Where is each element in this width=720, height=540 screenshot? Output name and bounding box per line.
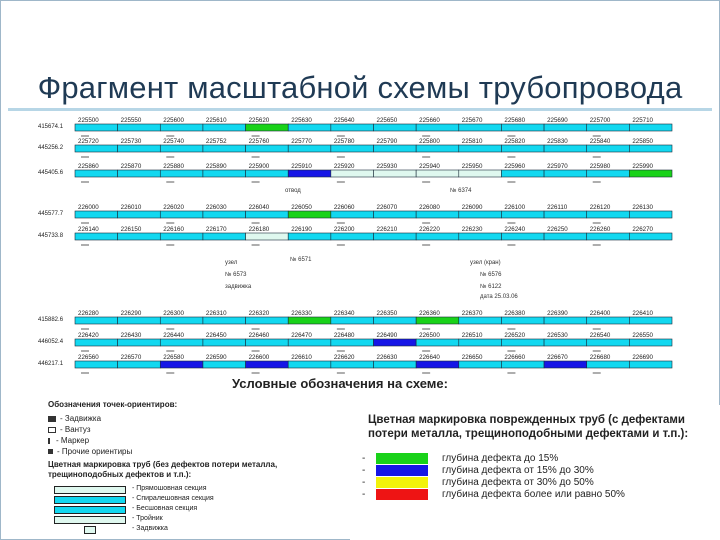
segment-distance-label: 226570 — [120, 354, 142, 361]
pipe-segment — [118, 339, 161, 346]
pipe-segment — [75, 124, 118, 131]
pipe-segment — [246, 361, 289, 368]
damage-row-0: - глубина дефекта до 15% — [362, 453, 559, 464]
segment-distance-label: 226320 — [248, 310, 270, 317]
marker-icon — [48, 438, 52, 444]
label-straight-seam: - Прямошовная секция — [132, 485, 207, 492]
segment-distance-label: 226640 — [419, 354, 440, 361]
pipe-segment — [374, 339, 417, 346]
pipe-segment — [587, 170, 630, 177]
segment-distance-label: 225740 — [163, 138, 184, 145]
pipe-segment — [459, 211, 502, 218]
scheme-note: № 6576 — [480, 272, 502, 278]
pipe-segment — [416, 124, 459, 131]
pipe-segment — [75, 211, 118, 218]
segment-distance-label: 226270 — [632, 226, 654, 233]
segment-distance-label: 225790 — [376, 138, 398, 145]
pipe-segment — [75, 361, 118, 368]
segment-distance-label: 225900 — [248, 163, 270, 170]
segment-distance-label: 226160 — [163, 226, 184, 233]
pipe-segment — [459, 233, 502, 240]
pipe-segment — [288, 124, 331, 131]
pipe-segment — [203, 361, 246, 368]
slide-title: Фрагмент масштабной схемы трубопровода — [37, 70, 683, 105]
segment-distance-label: 225720 — [78, 138, 99, 145]
segment-distance-label: 226560 — [78, 354, 99, 361]
damage-row-2: - глубина дефекта от 30% до 50% — [362, 477, 594, 488]
segment-distance-label: 225910 — [291, 163, 312, 170]
segment-distance-label: 225830 — [547, 138, 568, 145]
segment-distance-label: 226020 — [163, 204, 184, 211]
pipe-segment — [75, 145, 118, 152]
segment-distance-label: 226300 — [163, 310, 184, 317]
pipe-segment — [160, 170, 203, 177]
pipe-segment — [629, 361, 672, 368]
segment-distance-label: 226690 — [632, 354, 654, 361]
pipe-segment — [374, 361, 417, 368]
row-offset-label: 445577.7 — [38, 211, 64, 217]
pipe-segment — [501, 145, 544, 152]
segment-distance-label: 226100 — [504, 204, 526, 211]
segment-distance-label: 226410 — [632, 310, 654, 317]
segment-distance-label: 225860 — [78, 163, 99, 170]
pipe-segment — [629, 170, 672, 177]
pipe-segment — [587, 339, 630, 346]
segment-distance-label: 225640 — [333, 117, 355, 124]
pipe-segment — [629, 317, 672, 324]
pipe-segment — [203, 124, 246, 131]
scheme-note: узел — [225, 260, 238, 266]
pipe-segment — [544, 145, 587, 152]
scheme-note: № 6122 — [480, 284, 502, 290]
pipe-segment — [459, 124, 502, 131]
segment-distance-label: 226280 — [78, 310, 99, 317]
pipe-segment — [501, 361, 544, 368]
pipe-segment — [416, 339, 459, 346]
pipe-segment — [118, 145, 161, 152]
damage-swatch-green — [376, 453, 428, 464]
pipe-segment — [203, 339, 246, 346]
segment-distance-label: 226140 — [78, 226, 99, 233]
pipe-segment — [587, 361, 630, 368]
segment-distance-label: 226190 — [291, 226, 312, 233]
pipe-segment — [118, 170, 161, 177]
pipe-segment — [160, 317, 203, 324]
pipe-segment — [629, 339, 672, 346]
segment-distance-label: 225890 — [205, 163, 227, 170]
pipe-segment — [75, 317, 118, 324]
segment-distance-label: 226620 — [333, 354, 355, 361]
segment-distance-label: 225550 — [120, 117, 142, 124]
damage-swatch-yellow — [376, 477, 428, 488]
pipe-segment — [118, 211, 161, 218]
segment-distance-label: 226090 — [461, 204, 483, 211]
pipe-segment — [459, 145, 502, 152]
segment-distance-label: 225600 — [163, 117, 184, 124]
pipe-segment — [331, 339, 374, 346]
segment-distance-label: 225870 — [120, 163, 142, 170]
segment-distance-label: 225690 — [547, 117, 568, 124]
pipe-segment — [288, 233, 331, 240]
segment-distance-label: 225500 — [78, 117, 99, 124]
pipe-segment — [459, 361, 502, 368]
segment-distance-label: 225660 — [419, 117, 440, 124]
segment-distance-label: 226330 — [291, 310, 312, 317]
pipe-segment — [629, 211, 672, 218]
pipe-segment — [587, 233, 630, 240]
pipe-segment — [544, 170, 587, 177]
segment-distance-label: 226430 — [120, 332, 142, 339]
segment-distance-label: 225752 — [205, 138, 227, 145]
damage-row-3: - глубина дефекта более или равно 50% — [362, 489, 625, 500]
pipe-segment — [416, 211, 459, 218]
pipe-segment — [288, 361, 331, 368]
pipe-segment — [288, 145, 331, 152]
segment-distance-label: 226360 — [419, 310, 440, 317]
row-offset-label: 445733.8 — [38, 233, 64, 239]
pipe-segment — [374, 211, 417, 218]
pipe-segment — [587, 145, 630, 152]
damage-legend-heading: Цветная маркировка поврежденных труб (с дефектами потери металла, трещиноподобными дефектами и т.п.): — [368, 414, 689, 440]
pipe-segment — [544, 317, 587, 324]
segment-distance-label: 225670 — [461, 117, 483, 124]
segment-distance-label: 226650 — [461, 354, 483, 361]
pipe-segment — [246, 124, 289, 131]
pipe-segment — [629, 233, 672, 240]
scheme-note: № 6374 — [450, 188, 472, 194]
segment-distance-label: 226470 — [291, 332, 312, 339]
segment-distance-label: 226030 — [205, 204, 227, 211]
segment-distance-label: 226290 — [120, 310, 142, 317]
pipe-segment — [459, 317, 502, 324]
pipe-segment — [374, 170, 417, 177]
segment-distance-label: 225680 — [504, 117, 526, 124]
pipe-segment — [203, 211, 246, 218]
segment-distance-label: 226310 — [205, 310, 227, 317]
segment-distance-label: 226530 — [547, 332, 568, 339]
segment-distance-label: 225920 — [333, 163, 355, 170]
segment-distance-label: 226340 — [333, 310, 355, 317]
pipe-segment — [374, 317, 417, 324]
segment-distance-label: 226080 — [419, 204, 440, 211]
valve-icon — [48, 416, 56, 422]
legend-point-marker: - Маркер — [48, 436, 89, 446]
pipe-segment — [75, 170, 118, 177]
legend-point-other: - Прочие ориентиры — [48, 447, 132, 457]
segment-distance-label: 226600 — [248, 354, 270, 361]
segment-distance-label: 226070 — [376, 204, 398, 211]
segment-distance-label: 226670 — [547, 354, 568, 361]
scheme-note: № 6573 — [225, 272, 247, 278]
pipe-segment — [416, 361, 459, 368]
pipe-segment — [160, 145, 203, 152]
segment-distance-label: 225840 — [589, 138, 611, 145]
segment-distance-label: 226180 — [248, 226, 270, 233]
segment-distance-label: 226480 — [333, 332, 355, 339]
segment-distance-label: 225760 — [248, 138, 270, 145]
vent-icon — [48, 427, 56, 433]
segment-distance-label: 226000 — [78, 204, 99, 211]
segment-distance-label: 226380 — [504, 310, 526, 317]
segment-distance-label: 226350 — [376, 310, 398, 317]
pipe-segment — [203, 145, 246, 152]
label-seamless: - Бесшовная секция — [132, 505, 198, 512]
pipe-segment — [331, 124, 374, 131]
pipe-segment — [160, 211, 203, 218]
pipe-segment — [501, 124, 544, 131]
points-heading: Обозначения точек-ориентиров: — [48, 400, 178, 409]
segment-distance-label: 226400 — [589, 310, 611, 317]
swatch-tee — [54, 516, 126, 524]
pipe-segment — [587, 211, 630, 218]
pipe-segment — [416, 145, 459, 152]
pipe-segment — [501, 339, 544, 346]
segment-distance-label: 226660 — [504, 354, 526, 361]
segment-distance-label: 226050 — [291, 204, 312, 211]
segment-distance-label: 225940 — [419, 163, 440, 170]
legend-point-vent: - Вантуз — [48, 425, 91, 435]
pipe-segment — [416, 317, 459, 324]
pipe-segment — [331, 170, 374, 177]
segment-distance-label: 226610 — [291, 354, 312, 361]
segment-distance-label: 226060 — [333, 204, 355, 211]
segment-distance-label: 226420 — [78, 332, 99, 339]
segment-distance-label: 226490 — [376, 332, 398, 339]
scheme-note: дата 25.03.06 — [480, 294, 518, 300]
segment-distance-label: 226150 — [120, 226, 142, 233]
segment-distance-label: 226170 — [205, 226, 227, 233]
pipe-segment — [331, 211, 374, 218]
pipe-segment — [160, 339, 203, 346]
legend-point-valve: - Задвижка — [48, 414, 101, 424]
segment-distance-label: 226230 — [461, 226, 483, 233]
pipe-segment — [203, 317, 246, 324]
pipe-segment — [118, 317, 161, 324]
segment-distance-label: 226010 — [120, 204, 142, 211]
label-spiral-seam: - Спиралешовная секция — [132, 495, 214, 502]
segment-distance-label: 225990 — [632, 163, 654, 170]
segment-distance-label: 225700 — [589, 117, 611, 124]
segment-distance-label: 226450 — [205, 332, 227, 339]
segment-distance-label: 225950 — [461, 163, 483, 170]
landmark-icon — [48, 449, 53, 454]
pipe-segment — [459, 339, 502, 346]
pipe-segment — [629, 145, 672, 152]
pipe-segment — [160, 233, 203, 240]
pipe-segment — [246, 170, 289, 177]
pipe-segment — [416, 233, 459, 240]
pipe-segment — [587, 124, 630, 131]
segment-distance-label: 226590 — [205, 354, 227, 361]
pipe-segment — [501, 233, 544, 240]
pipe-segment — [246, 211, 289, 218]
row-offset-label: 446217.1 — [38, 361, 64, 367]
segment-distance-label: 226130 — [632, 204, 654, 211]
pipe-segment — [544, 211, 587, 218]
pipe-segment — [118, 124, 161, 131]
pipe-segment — [331, 145, 374, 152]
pipe-segment — [501, 211, 544, 218]
segment-distance-label: 225800 — [419, 138, 440, 145]
swatch-seamless — [54, 506, 126, 514]
pipe-segment — [246, 145, 289, 152]
pipe-segment — [160, 124, 203, 131]
pipe-segment — [374, 145, 417, 152]
segment-distance-label: 225770 — [291, 138, 312, 145]
segment-distance-label: 226630 — [376, 354, 398, 361]
segment-distance-label: 225970 — [547, 163, 568, 170]
segment-distance-label: 225980 — [589, 163, 611, 170]
pipe-segment — [75, 233, 118, 240]
segment-distance-label: 226390 — [547, 310, 568, 317]
segment-distance-label: 226520 — [504, 332, 526, 339]
pipes-heading: Цветная маркировка труб (без дефектов потери металла, трещиноподобных дефектов и т.п.): — [48, 460, 278, 479]
right-legend-panel — [350, 405, 720, 540]
pipe-segment — [288, 170, 331, 177]
pipe-segment — [246, 339, 289, 346]
segment-distance-label: 226460 — [248, 332, 270, 339]
segment-distance-label: 226550 — [632, 332, 654, 339]
pipe-segment — [288, 339, 331, 346]
segment-distance-label: 226580 — [163, 354, 184, 361]
segment-distance-label: 225820 — [504, 138, 526, 145]
segment-distance-label: 226680 — [589, 354, 611, 361]
scheme-note: задвижка — [225, 284, 252, 290]
segment-distance-label: 225780 — [333, 138, 355, 145]
segment-distance-label: 225930 — [376, 163, 398, 170]
row-offset-label: 415882.6 — [38, 317, 64, 323]
pipe-segment — [544, 233, 587, 240]
damage-swatch-blue — [376, 465, 428, 476]
scheme-note: отвод — [285, 188, 301, 194]
pipe-segment — [160, 361, 203, 368]
segment-distance-label: 226220 — [419, 226, 440, 233]
pipe-segment — [118, 361, 161, 368]
segment-distance-label: 226200 — [333, 226, 355, 233]
row-offset-label: 415674.1 — [38, 124, 64, 130]
pipe-segment — [246, 317, 289, 324]
segment-distance-label: 225710 — [632, 117, 654, 124]
segment-distance-label: 226370 — [461, 310, 483, 317]
legend-title: Условные обозначения на схеме: — [232, 376, 448, 391]
damage-row-1: - глубина дефекта от 15% до 30% — [362, 465, 594, 476]
pipe-segment — [587, 317, 630, 324]
segment-distance-label: 225810 — [461, 138, 483, 145]
segment-distance-label: 226440 — [163, 332, 184, 339]
segment-distance-label: 226250 — [547, 226, 568, 233]
pipe-segment — [416, 170, 459, 177]
pipe-segment — [544, 124, 587, 131]
swatch-spiral-seam — [54, 496, 126, 504]
segment-distance-label: 226260 — [589, 226, 611, 233]
swatch-straight-seam — [54, 486, 126, 494]
segment-distance-label: 225610 — [205, 117, 227, 124]
segment-distance-label: 226540 — [589, 332, 611, 339]
segment-distance-label: 225850 — [632, 138, 654, 145]
segment-distance-label: 226210 — [376, 226, 398, 233]
segment-distance-label: 225620 — [248, 117, 270, 124]
pipe-segment — [501, 170, 544, 177]
pipe-segment — [331, 233, 374, 240]
pipe-segment — [374, 233, 417, 240]
row-offset-label: 445405.6 — [38, 170, 64, 176]
segment-distance-label: 225880 — [163, 163, 184, 170]
pipe-segment — [288, 211, 331, 218]
segment-distance-label: 226510 — [461, 332, 483, 339]
pipe-segment — [288, 317, 331, 324]
label-tee: - Тройник — [132, 515, 163, 522]
pipe-segment — [118, 233, 161, 240]
pipe-segment — [75, 339, 118, 346]
pipe-segment — [629, 124, 672, 131]
pipe-segment — [374, 124, 417, 131]
pipe-segment — [544, 339, 587, 346]
segment-distance-label: 225960 — [504, 163, 526, 170]
swatch-valve — [84, 526, 96, 534]
segment-distance-label: 226240 — [504, 226, 526, 233]
left-legend-panel — [42, 394, 342, 540]
segment-distance-label: 226500 — [419, 332, 440, 339]
pipe-segment — [331, 317, 374, 324]
damage-swatch-red — [376, 489, 428, 500]
segment-distance-label: 226040 — [248, 204, 270, 211]
scheme-note: узел (кран) — [470, 260, 501, 266]
row-offset-label: 445256.2 — [38, 145, 64, 151]
pipe-segment — [246, 233, 289, 240]
scheme-note: № 6571 — [290, 257, 312, 263]
pipe-segment — [203, 233, 246, 240]
label-valve: - Задвижка — [132, 525, 168, 532]
pipe-segment — [501, 317, 544, 324]
pipe-segment — [203, 170, 246, 177]
pipe-segment — [459, 170, 502, 177]
pipe-segment — [544, 361, 587, 368]
segment-distance-label: 225630 — [291, 117, 312, 124]
segment-distance-label: 226120 — [589, 204, 611, 211]
segment-distance-label: 226110 — [547, 204, 568, 211]
pipe-segment — [331, 361, 374, 368]
segment-distance-label: 225730 — [120, 138, 142, 145]
segment-distance-label: 225650 — [376, 117, 398, 124]
row-offset-label: 446052.4 — [38, 339, 64, 345]
